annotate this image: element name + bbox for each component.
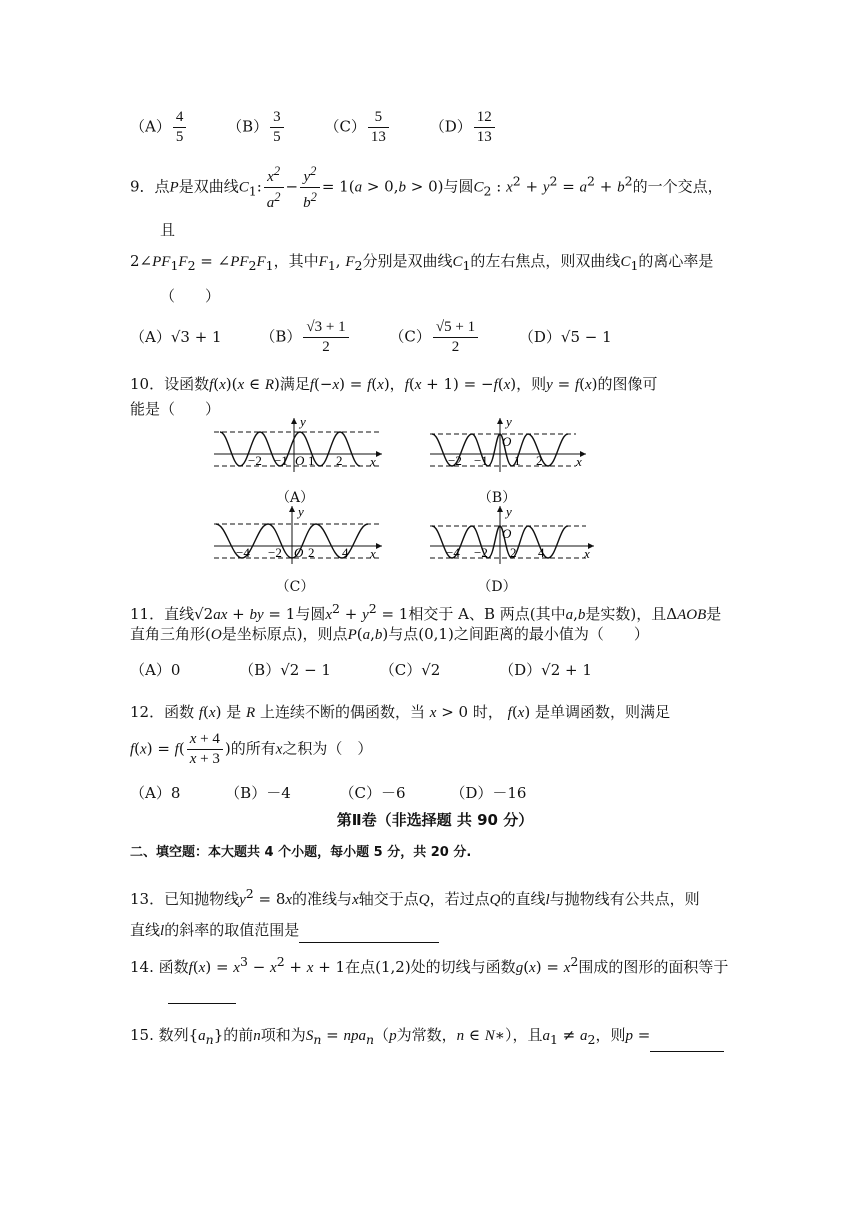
- q10-stem-line1: 10．设函数f(x)(x ∈ R)满足f(−x) = f(x)，f(x + 1) = −f(x)，则y = f(x)的图像可: [130, 375, 658, 393]
- svg-text:O: O: [295, 453, 305, 468]
- svg-text:O: O: [502, 526, 512, 541]
- q11-stem-line2: 直角三角形(O是坐标原点)，则点P(a,b)与点(0,1)之间距离的最小值为（ ）: [130, 625, 649, 643]
- option-d-numerator: 12: [474, 108, 495, 128]
- option-a-label: （A）: [130, 117, 171, 136]
- option-b-label: （B）－4: [225, 784, 291, 802]
- svg-text:−4: −4: [446, 545, 460, 560]
- option-b-numerator: 3: [270, 108, 284, 128]
- graph-d: [426, 504, 606, 566]
- option-d-label: （D）: [499, 661, 542, 679]
- graph-a: [210, 416, 390, 474]
- svg-text:y: y: [300, 416, 306, 429]
- svg-text:x: x: [584, 546, 590, 561]
- option-c-label: （C）: [324, 117, 366, 136]
- graph-c: [210, 504, 390, 566]
- svg-text:y: y: [298, 504, 304, 519]
- option-a-denominator: 5: [175, 129, 184, 145]
- q13-answer-blank[interactable]: [299, 924, 439, 943]
- svg-text:x: x: [370, 546, 376, 561]
- svg-text:x: x: [370, 454, 376, 469]
- option-d-label: （D）: [518, 327, 561, 346]
- svg-text:x: x: [576, 454, 582, 469]
- q9-answer-paren: （ ）: [160, 287, 221, 305]
- graph-b: [426, 416, 606, 474]
- svg-text:−2: −2: [474, 545, 488, 560]
- svg-text:−1: −1: [474, 453, 488, 468]
- option-d-denominator: 13: [476, 129, 492, 145]
- q13-stem-line2: 直线l的斜率的取值范围是: [130, 918, 740, 943]
- svg-text:2: 2: [536, 453, 543, 468]
- option-c-label: （C）: [379, 661, 422, 679]
- option-c-numerator: 5: [368, 108, 389, 128]
- option-a-numerator: 4: [173, 108, 187, 128]
- option-a-label: （A）: [130, 327, 171, 346]
- svg-text:4: 4: [342, 545, 349, 560]
- q14-answer-blank[interactable]: [168, 985, 236, 1004]
- option-b-label: （B）: [239, 661, 281, 679]
- q13-stem-line1: 13．已知抛物线$y^2 = 8x$的准线与x轴交于点Q，若过点Q的直线l与抛物线有公共点，则: [130, 886, 700, 908]
- section-subtitle: 二、填空题：本大题共 4 个小题，每小题 5 分，共 20 分.: [130, 845, 472, 860]
- svg-text:y: y: [506, 504, 512, 519]
- q9-options: （A）√3 + 1 （B） $\frac{√3 + 1}{2}$ （C） $\frac{√5 + 1}{2}$ （D）√5 − 1: [130, 319, 612, 355]
- q12-options: [130, 781, 740, 805]
- graph-b-label: （B）: [477, 490, 517, 506]
- option-c-label: （C）－6: [339, 784, 406, 802]
- graph-d-label: （D）: [477, 579, 517, 595]
- q14-stem: 14. 函数$f(x) = x^3 - x^2 + x + 1$在点(1,2)处的切线与函数$g(x) = x^2$围成的图形的面积等于: [130, 954, 729, 976]
- svg-text:4: 4: [538, 545, 545, 560]
- svg-text:−1: −1: [274, 453, 288, 468]
- option-c-denominator: 13: [370, 129, 386, 145]
- q11-options: （A）0 （B）√2 − 1 （C）√2 （D）√2 + 1: [130, 658, 740, 682]
- svg-text:1: 1: [514, 453, 521, 468]
- option-b-label: （B）: [260, 327, 302, 346]
- q15-answer-blank[interactable]: [650, 1033, 724, 1052]
- q9-stem-line3: $2\angle PF_1F_2$ = $\angle PF_2F_1$，其中$F_1$, $F_2$分别是双曲线$C_1$的左右焦点，则双曲线$C_1$的离心率是: [130, 252, 714, 273]
- graph-c-label: （C）: [275, 579, 315, 595]
- svg-text:−2: −2: [268, 545, 282, 560]
- option-d-label: （D）: [429, 117, 472, 136]
- q9-stem-line2: 且: [160, 221, 176, 239]
- q12-stem-line1: 12．函数 f(x) 是 R 上连续不断的偶函数，当 x > 0 时， f(x) 是单调函数，则满足: [130, 703, 670, 721]
- svg-text:−2: −2: [448, 453, 462, 468]
- option-a-label: （A）8: [130, 784, 181, 802]
- section-title: 第Ⅱ卷（非选择题 共 90 分）: [336, 811, 534, 829]
- q8-options: [130, 108, 740, 148]
- svg-text:2: 2: [336, 453, 343, 468]
- svg-text:−4: −4: [236, 545, 250, 560]
- svg-text:y: y: [506, 416, 512, 429]
- q11-stem-line1: 11．直线√2ax + by = 1与圆$x^2 + y^2 = 1$相交于 A、B 两点(其中a,b是实数)，且ΔAOB是: [130, 601, 722, 623]
- q9-stem-line1: 9．点P是双曲线$C_1$: $\frac{x^2}{a^2}$ − $\frac{y^2}{b^2}$ = 1(a > 0,b > 0)与圆$C_2$ : $x^2 + y^2 = a^2 + b^2$的一个交点，: [130, 164, 723, 211]
- graph-a-label: （A）: [275, 490, 315, 506]
- svg-text:1: 1: [308, 453, 315, 468]
- svg-text:O: O: [502, 434, 512, 449]
- svg-text:2: 2: [308, 545, 315, 560]
- option-b-label: （B）: [227, 117, 269, 136]
- svg-text:−2: −2: [248, 453, 262, 468]
- option-d-label: （D）－16: [450, 784, 527, 802]
- q10-stem-line2: 能是（ ）: [130, 400, 221, 418]
- q15-stem: 15. 数列$\{a_n\}$的前n项和为$S_n = npa_n(p$为常数，n ∈ N∗），且$a_1 \ne a_2$，则p =: [130, 1023, 742, 1052]
- svg-text:O: O: [294, 545, 304, 560]
- svg-text:2: 2: [510, 545, 517, 560]
- option-b-denominator: 5: [273, 129, 281, 145]
- option-a-label: （A）0: [130, 661, 181, 679]
- q12-stem-line2: f(x) = f( $\frac{x + 4}{x + 3}$ )的所有x之积为（ ）: [130, 731, 373, 767]
- option-c-label: （C）: [389, 327, 431, 346]
